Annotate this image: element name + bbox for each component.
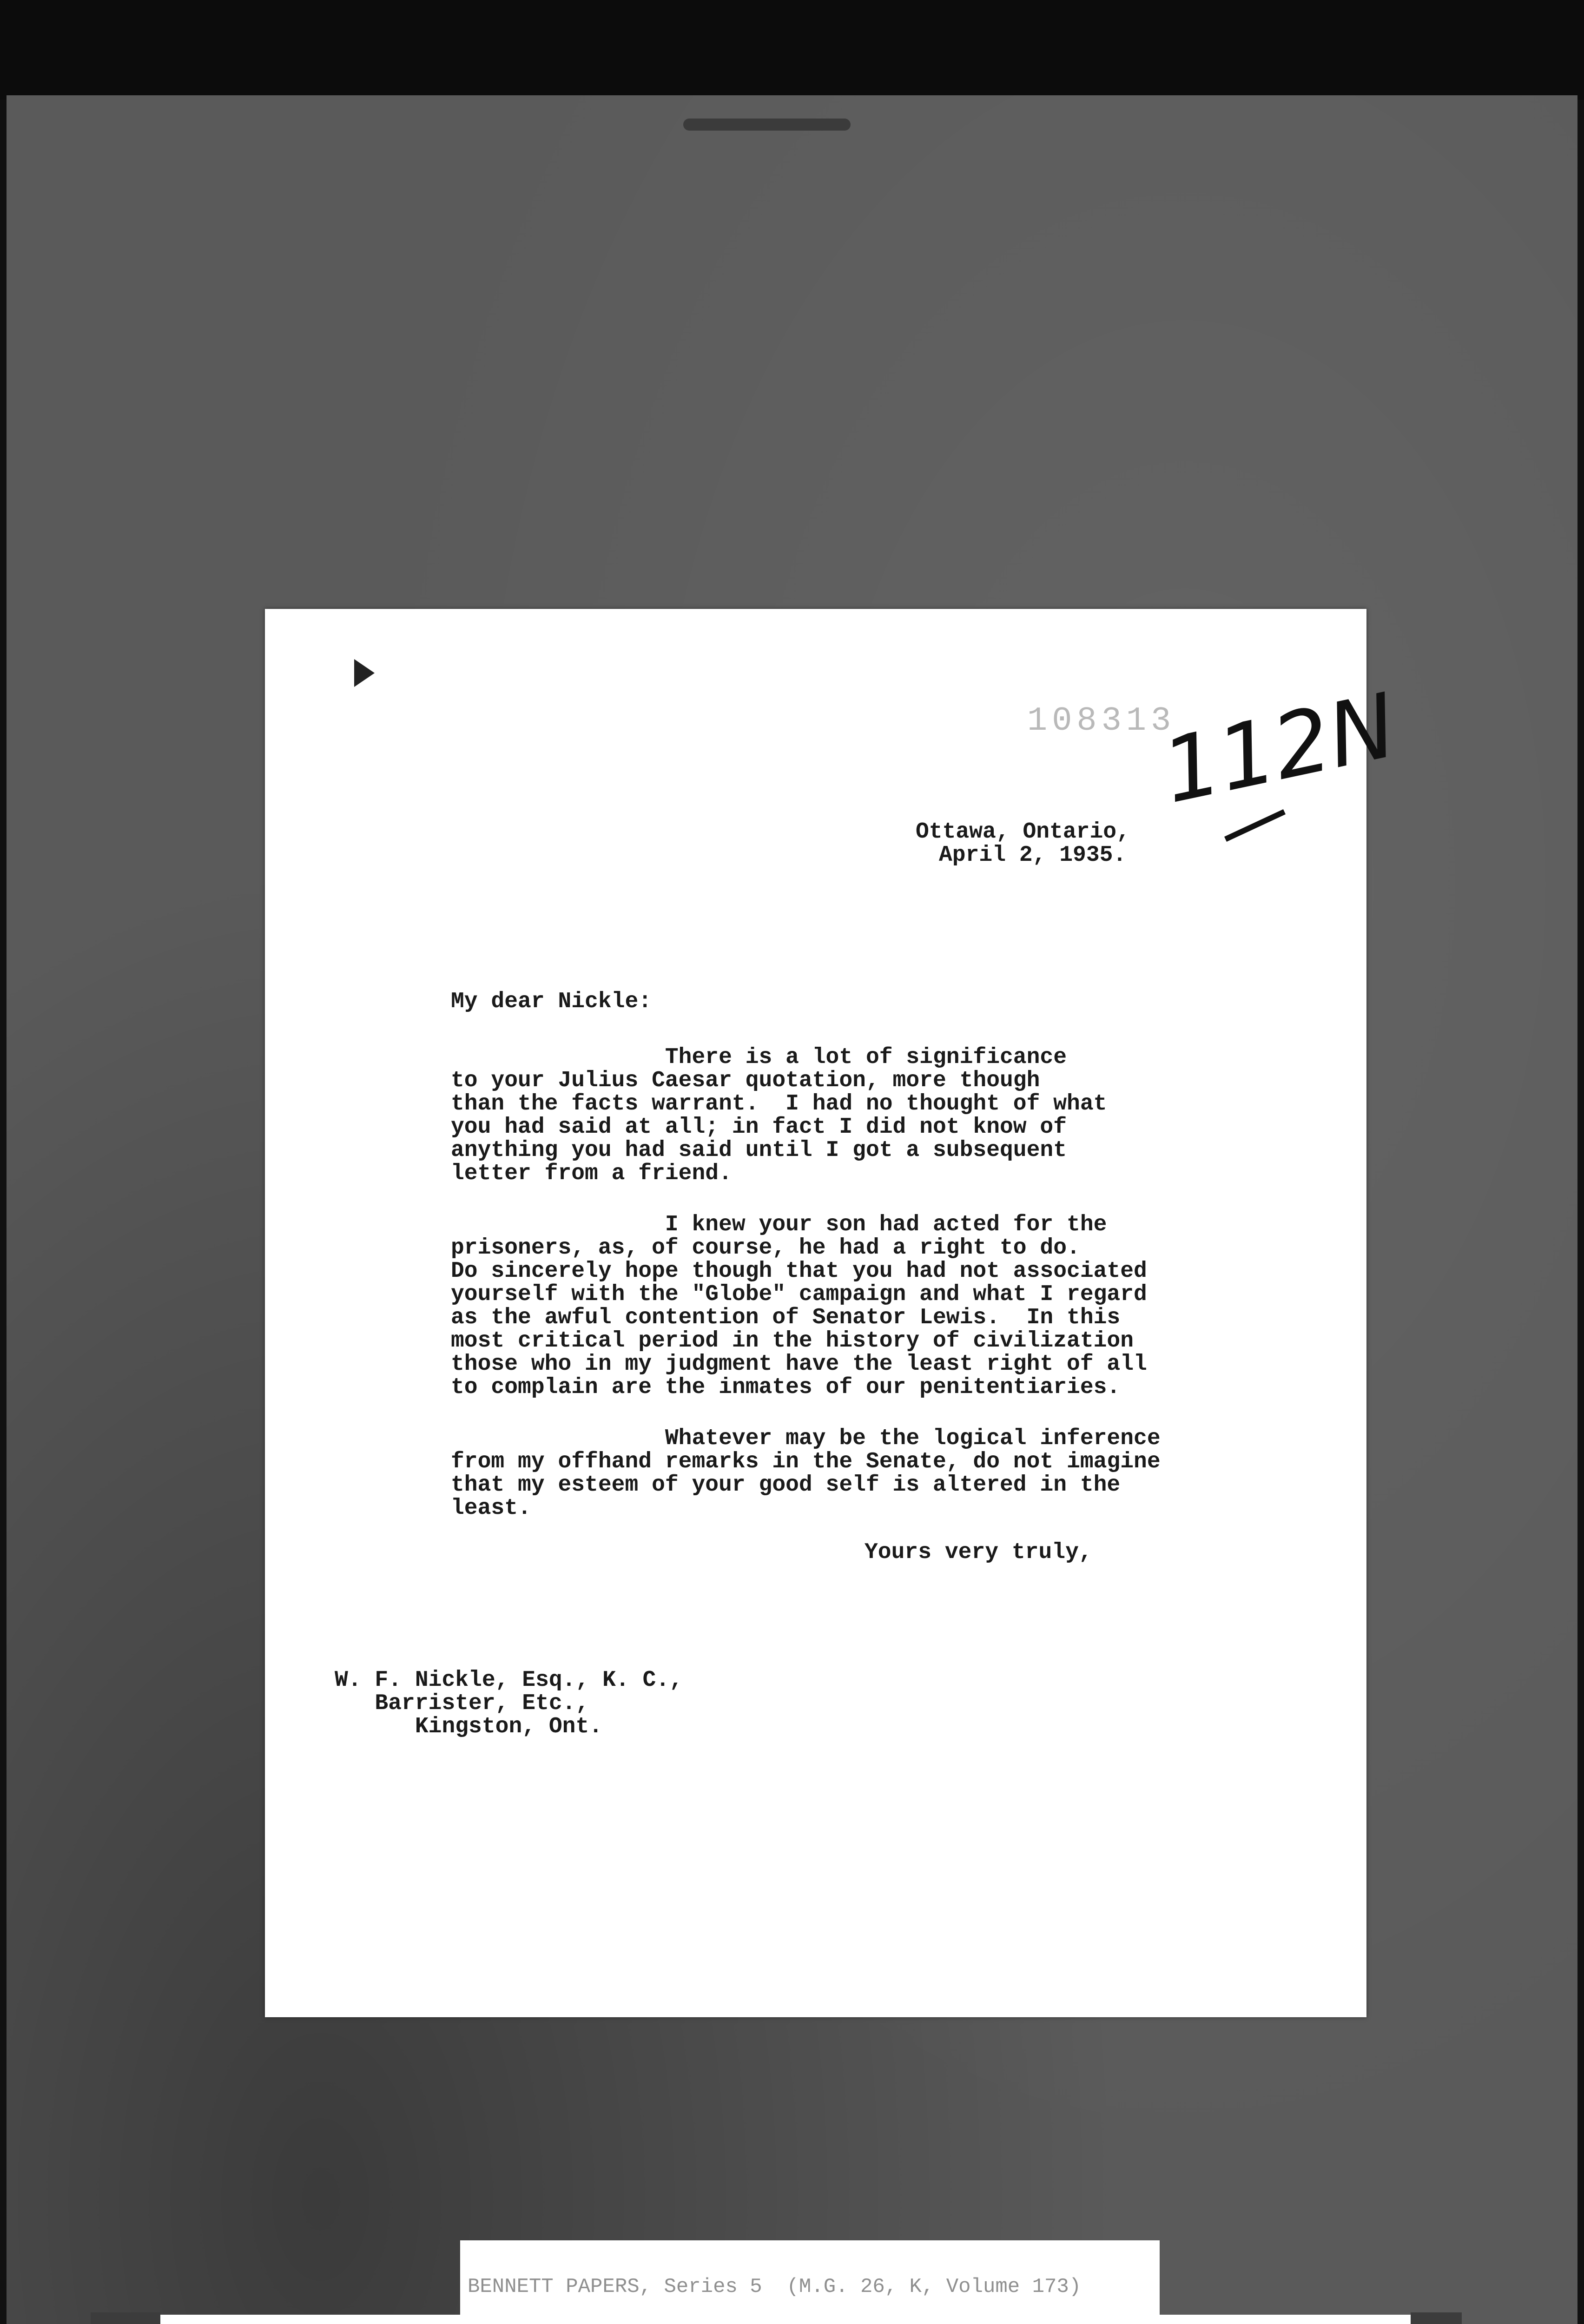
letter-date: April 2, 1935. (939, 843, 1127, 868)
reference-caption-strip (460, 2240, 1160, 2324)
letter-salutation: My dear Nickle: (451, 989, 652, 1014)
address-line: Barrister, Etc., (335, 1691, 589, 1716)
paragraph-line: prisoners, as, of course, he had a right to do. (451, 1235, 1080, 1261)
corner-punch-mark (354, 659, 375, 687)
letter-closing: Yours very truly, (865, 1540, 1092, 1565)
paragraph-line: I knew your son had acted for the (451, 1212, 1107, 1237)
board-smudge (683, 119, 851, 131)
paragraph-line: as the awful contention of Senator Lewis. In this (451, 1305, 1121, 1330)
reference-caption: BENNETT PAPERS, Series 5 (M.G. 26, K, Volume 173) (468, 2275, 1082, 2298)
address-line: W. F. Nickle, Esq., K. C., (335, 1668, 683, 1693)
paragraph-line: you had said at all; in fact I did not know of (451, 1115, 1067, 1140)
paragraph-line: There is a lot of significance (451, 1045, 1067, 1070)
paragraph-line: yourself with the "Globe" campaign and what I regard (451, 1282, 1147, 1307)
paragraph-line: Do sincerely hope though that you had not associated (451, 1259, 1147, 1284)
paragraph-line: to your Julius Caesar quotation, more though (451, 1068, 1040, 1093)
paragraph-line: than the facts warrant. I had no thought of what (451, 1091, 1107, 1116)
letter-place: Ottawa, Ontario, (916, 819, 1130, 845)
archive-label-card (160, 2315, 1411, 2324)
handwritten-stroke (1224, 809, 1286, 842)
paragraph-line: to complain are the inmates of our penitentiaries. (451, 1375, 1121, 1400)
paragraph-line: most critical period in the history of civilization (451, 1328, 1134, 1353)
paragraph-line: letter from a friend. (451, 1161, 732, 1186)
archive-stamp-number: 108313 (1027, 702, 1176, 740)
letter-page (265, 609, 1405, 2017)
paragraph-line: anything you had said until I got a subsequent (451, 1138, 1067, 1163)
top-film-border (0, 0, 1584, 100)
archive-card-left-edge (91, 2312, 160, 2324)
paragraph-line: that my esteem of your good self is altered in the (451, 1472, 1121, 1498)
paragraph-line: Whatever may be the logical inference (451, 1426, 1161, 1451)
paragraph-line: those who in my judgment have the least right of all (451, 1352, 1147, 1377)
address-line: Kingston, Ont. (335, 1714, 603, 1739)
handwritten-annotation: 112N (1154, 673, 1405, 824)
paragraph-line: from my offhand remarks in the Senate, do not imagine (451, 1449, 1161, 1474)
archive-card-right-edge (1411, 2312, 1462, 2324)
paragraph-line: least. (451, 1496, 531, 1521)
